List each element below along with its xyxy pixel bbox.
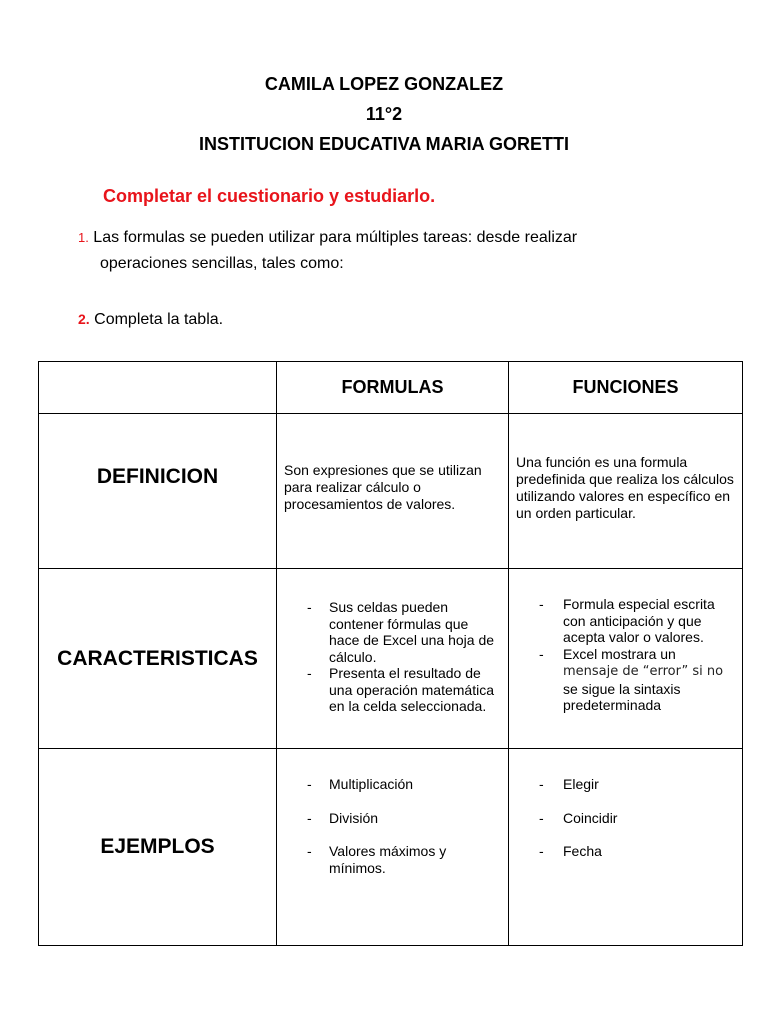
comparison-table bbox=[38, 361, 743, 946]
list-item: - Presenta el resultado de una operación matemática en la celda seleccionada. bbox=[307, 665, 494, 714]
col-header-funciones: FUNCIONES bbox=[509, 362, 743, 414]
ejemplos-formulas-cell bbox=[277, 749, 509, 946]
caracteristicas-formulas-cell bbox=[277, 569, 509, 749]
list-item: - Formula especial escrita con anticipación y que acepta valor o valores. bbox=[539, 596, 715, 645]
list-item: - Sus celdas pueden contener fórmulas que hace de Excel una hoja de cálculo. bbox=[307, 599, 495, 665]
list-item: - Excel mostrara un mensaje de “error” si no se sigue la sintaxis predeterminada bbox=[539, 645, 724, 713]
instruction-text: Completar el cuestionario y estudiarlo. bbox=[103, 186, 436, 206]
question-1-number: 1. bbox=[78, 230, 89, 245]
definicion-funciones-cell: Una función es una formula predefinida que realiza los cálculos utilizando valores en específico en un orden particular. bbox=[509, 414, 743, 569]
question-2-text: Completa la tabla. bbox=[94, 311, 224, 328]
table-row-caracteristicas bbox=[39, 569, 743, 749]
table-corner-cell bbox=[39, 362, 277, 414]
list-item: - Fecha bbox=[539, 843, 602, 859]
student-grade: 11°2 bbox=[365, 104, 403, 124]
question-1-line2: operaciones sencillas, tales como: bbox=[100, 255, 344, 272]
list-item: - División bbox=[307, 809, 379, 826]
table-row-ejemplos bbox=[39, 749, 743, 946]
col-header-formulas: FORMULAS bbox=[277, 362, 509, 414]
ejemplos-funciones-cell bbox=[509, 749, 743, 946]
list-item: - Valores máximos y mínimos. bbox=[307, 843, 447, 876]
table-row-definicion bbox=[39, 414, 743, 569]
school-name: INSTITUCION EDUCATIVA MARIA GORETTI bbox=[199, 134, 569, 154]
table-header-row bbox=[39, 362, 743, 414]
student-name: CAMILA LOPEZ GONZALEZ bbox=[264, 74, 504, 94]
question-1 bbox=[78, 225, 678, 277]
row-label-caracteristicas: CARACTERISTICAS bbox=[39, 569, 277, 749]
list-item: - Multiplicación bbox=[307, 776, 414, 792]
list-item: - Coincidir bbox=[539, 809, 618, 826]
question-2 bbox=[78, 306, 223, 333]
caracteristicas-funciones-cell bbox=[509, 569, 743, 749]
list-item: - Elegir bbox=[539, 776, 599, 792]
row-label-definicion: DEFINICION bbox=[39, 414, 277, 569]
row-label-ejemplos: EJEMPLOS bbox=[39, 749, 277, 946]
question-2-number: 2. bbox=[78, 311, 90, 327]
definicion-formulas-cell: Son expresiones que se utilizan para realizar cálculo o procesamientos de valores. bbox=[277, 414, 509, 569]
question-1-line1: Las formulas se pueden utilizar para múltiples tareas: desde realizar bbox=[93, 229, 578, 246]
